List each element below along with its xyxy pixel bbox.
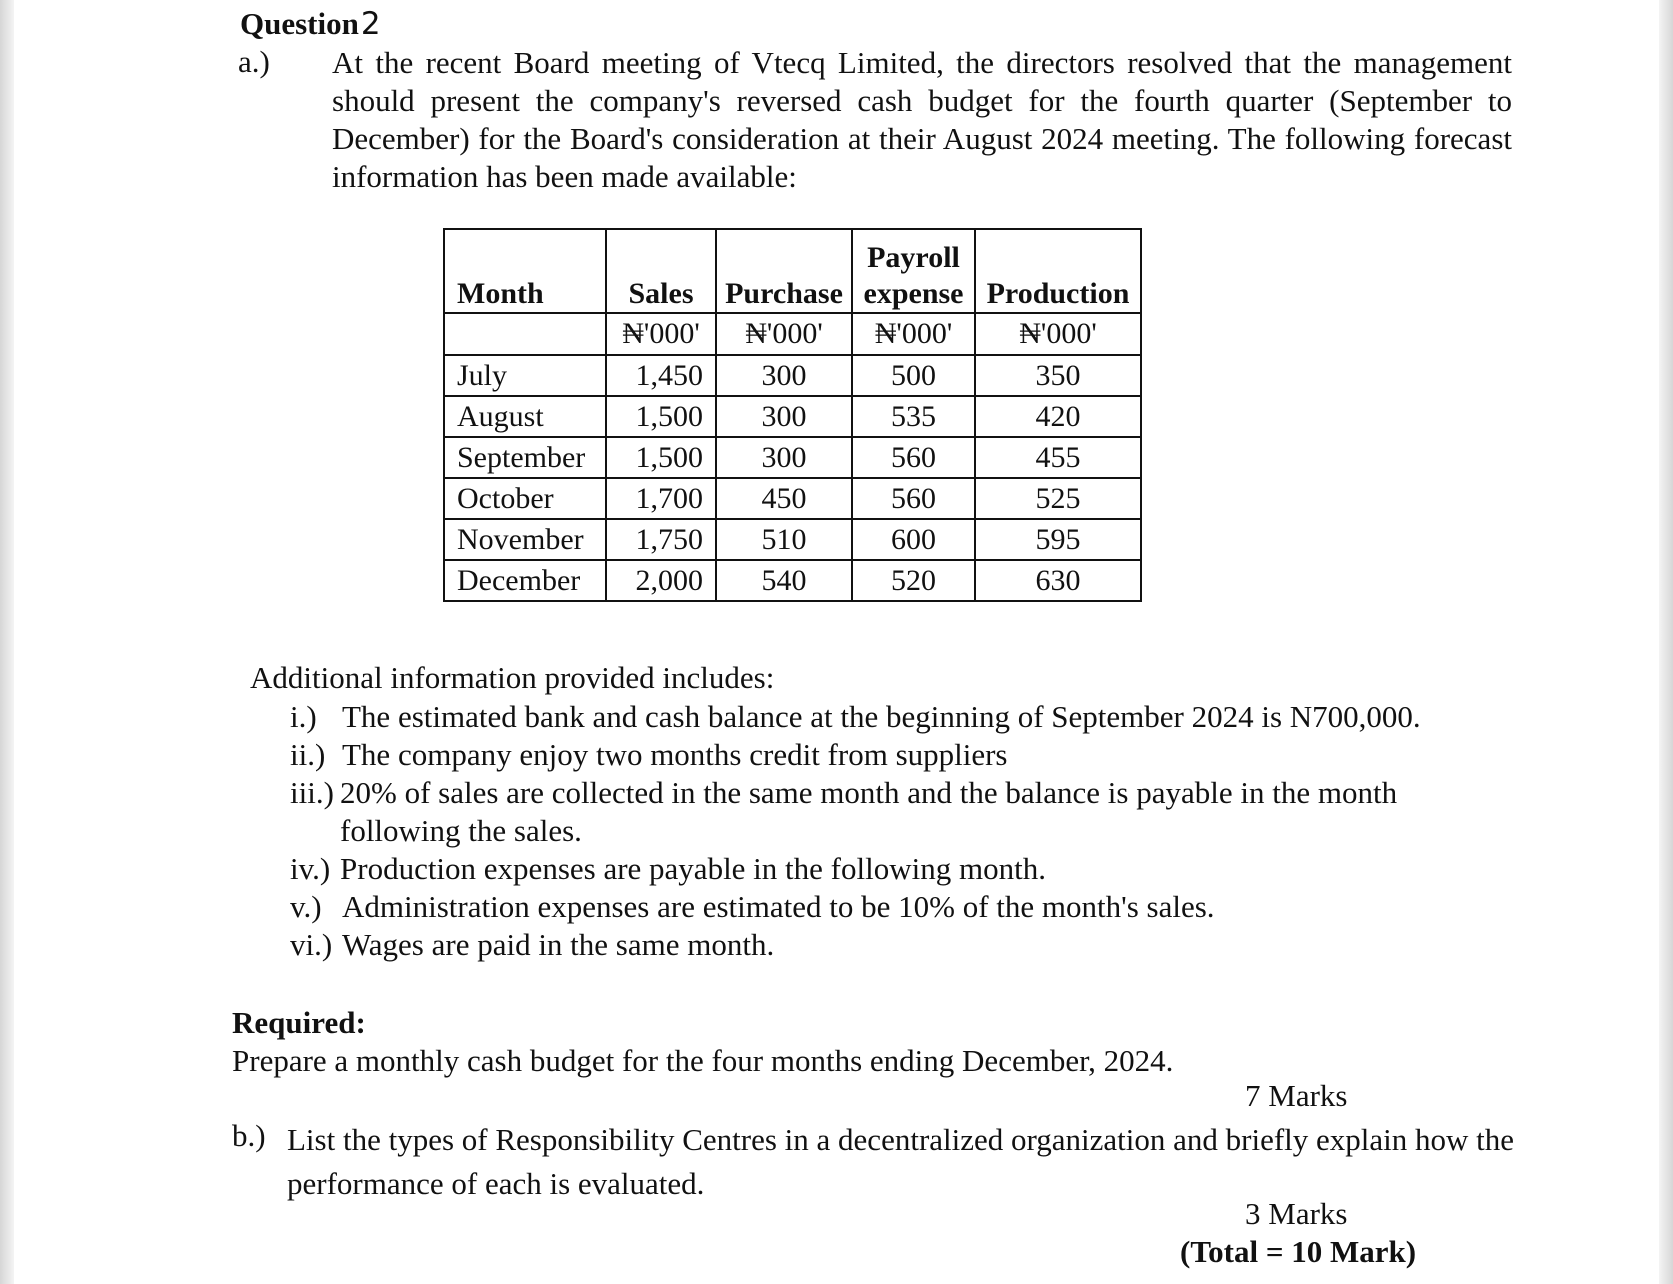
header-month: Month bbox=[444, 229, 606, 313]
unit-payroll: ₦'000' bbox=[852, 313, 975, 355]
header-sales: Sales bbox=[606, 229, 716, 313]
question-title-text: Question bbox=[240, 6, 359, 41]
list-item bbox=[290, 736, 1520, 774]
list-item-text: 20% of sales are collected in the same month and the balance is payable in the month following the sales. bbox=[340, 775, 1398, 848]
table-units-row bbox=[444, 313, 1141, 355]
list-item-text: The company enjoy two months credit from suppliers bbox=[342, 737, 1008, 772]
unit-sales: ₦'000' bbox=[606, 313, 716, 355]
list-item-text: Wages are paid in the same month. bbox=[342, 927, 775, 962]
cell-month: November bbox=[444, 519, 606, 560]
cell-purchase: 450 bbox=[716, 478, 852, 519]
header-payroll: Payroll expense bbox=[852, 229, 975, 313]
cell-sales: 1,750 bbox=[606, 519, 716, 560]
list-item-text: Production expenses are payable in the following month. bbox=[340, 851, 1046, 886]
unit-purchase: ₦'000' bbox=[716, 313, 852, 355]
cell-production: 525 bbox=[975, 478, 1141, 519]
cell-sales: 1,500 bbox=[606, 437, 716, 478]
cell-purchase: 300 bbox=[716, 396, 852, 437]
list-item bbox=[290, 774, 1520, 850]
cell-payroll: 600 bbox=[852, 519, 975, 560]
cell-sales: 1,700 bbox=[606, 478, 716, 519]
list-item-number: v.) bbox=[290, 889, 322, 924]
cell-month: July bbox=[444, 355, 606, 396]
cell-payroll: 535 bbox=[852, 396, 975, 437]
unit-month bbox=[444, 313, 606, 355]
table-row bbox=[444, 355, 1141, 396]
cell-production: 420 bbox=[975, 396, 1141, 437]
table-row bbox=[444, 396, 1141, 437]
header-purchase: Purchase bbox=[716, 229, 852, 313]
cell-production: 350 bbox=[975, 355, 1141, 396]
list-item-number: i.) bbox=[290, 699, 317, 734]
cell-month: September bbox=[444, 437, 606, 478]
cell-month: October bbox=[444, 478, 606, 519]
cell-purchase: 300 bbox=[716, 437, 852, 478]
cell-purchase: 510 bbox=[716, 519, 852, 560]
total-marks: (Total = 10 Mark) bbox=[1180, 1234, 1417, 1269]
cell-sales: 2,000 bbox=[606, 560, 716, 601]
list-item-text: Administration expenses are estimated to be 10% of the month's sales. bbox=[342, 889, 1215, 924]
cell-sales: 1,500 bbox=[606, 396, 716, 437]
cell-sales: 1,450 bbox=[606, 355, 716, 396]
part-b-text: List the types of Responsibility Centres in a decentralized organization and briefly explain how the performance of each is evaluated. bbox=[287, 1122, 1515, 1201]
question-title bbox=[240, 6, 381, 42]
additional-info-list bbox=[290, 698, 1520, 964]
cell-payroll: 500 bbox=[852, 355, 975, 396]
cell-production: 630 bbox=[975, 560, 1141, 601]
cell-month: August bbox=[444, 396, 606, 437]
list-item bbox=[290, 926, 1520, 964]
list-item bbox=[290, 888, 1520, 926]
cell-payroll: 560 bbox=[852, 478, 975, 519]
table-row bbox=[444, 437, 1141, 478]
cell-production: 455 bbox=[975, 437, 1141, 478]
list-item-text: The estimated bank and cash balance at the beginning of September 2024 is N700,000. bbox=[342, 699, 1421, 734]
table-header-row bbox=[444, 229, 1141, 313]
required-text: Prepare a monthly cash budget for the four months ending December, 2024. bbox=[232, 1043, 1174, 1078]
cell-month: December bbox=[444, 560, 606, 601]
cell-purchase: 540 bbox=[716, 560, 852, 601]
required-label: Required: bbox=[232, 1005, 366, 1040]
table-row bbox=[444, 560, 1141, 601]
header-production: Production bbox=[975, 229, 1141, 313]
list-item-number: ii.) bbox=[290, 737, 326, 772]
cell-production: 595 bbox=[975, 519, 1141, 560]
list-item bbox=[290, 698, 1520, 736]
list-item-number: iii.) bbox=[290, 775, 334, 810]
part-a-marks: 7 Marks bbox=[1245, 1078, 1348, 1113]
list-item bbox=[290, 850, 1520, 888]
part-a-intro: At the recent Board meeting of Vtecq Limited, the directors resolved that the management should present the company's reversed cash budget for the fourth quarter (September to December) for the Board's consideration at their August 2024 meeting. The following forecast information has been made available: bbox=[332, 45, 1512, 194]
question-number-handwritten: 2 bbox=[360, 6, 381, 42]
cell-payroll: 520 bbox=[852, 560, 975, 601]
forecast-table bbox=[443, 228, 1142, 602]
table-row bbox=[444, 478, 1141, 519]
additional-info-title: Additional information provided includes: bbox=[250, 660, 775, 695]
table-row bbox=[444, 519, 1141, 560]
part-b-marks: 3 Marks bbox=[1245, 1196, 1348, 1231]
cell-purchase: 300 bbox=[716, 355, 852, 396]
cell-payroll: 560 bbox=[852, 437, 975, 478]
unit-production: ₦'000' bbox=[975, 313, 1141, 355]
part-b-label: b.) bbox=[232, 1118, 266, 1153]
list-item-number: iv.) bbox=[290, 851, 331, 886]
part-a-label: a.) bbox=[238, 44, 270, 79]
list-item-number: vi.) bbox=[290, 927, 333, 962]
